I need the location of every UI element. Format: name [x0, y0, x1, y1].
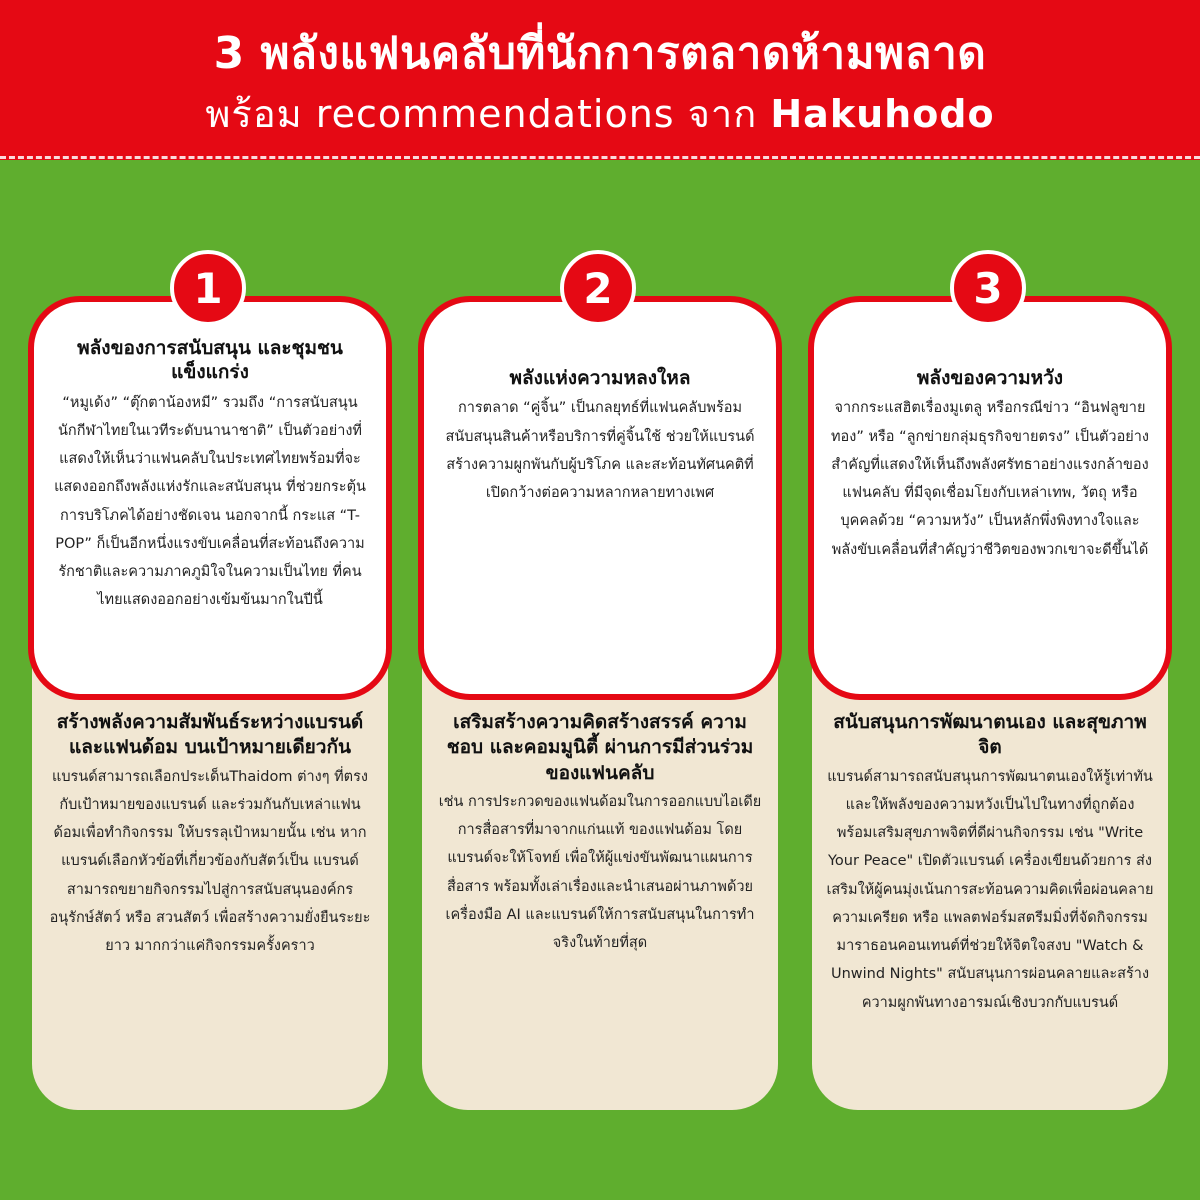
main-title: 3 พลังแฟนคลับที่นักการตลาดห้ามพลาด [213, 28, 987, 79]
number-badge: 2 [560, 250, 636, 326]
number-badge: 3 [950, 250, 1026, 326]
header-banner [0, 0, 1200, 160]
recommendation-body: แบรนด์สามารถเลือกประเด็นThaidom ต่างๆ ที่ตรงกับเป้าหมายของแบรนด์ และร่วมกันกับเหล่าแฟนด้อมเพื่อทำกิจกรรม ให้บรรลุเป้าหมายนั้น เช่น หากแบรนด์เลือกหัวข้อที่เกี่ยวข้องกับสัตว์เป็น แบรนด์สามารถขยายกิจกรรมไปสู่การสนับสนุนองค์กรอนุรักษ์สัตว์ หรือ สวนสัตว์ เพื่อสร้างความยั่งยืนระยะยาว มากกว่าแค่กิจกรรมครั้งคราว [49, 768, 371, 955]
recommendation-body: เช่น การประกวดของแฟนด้อมในการออกแบบไอเดียการสื่อสารที่มาจากแก่นแท้ ของแฟนด้อม โดยแบรนด์จะให้โจทย์ เพื่อให้ผู้แข่งขันพัฒนาแผนการสื่อสาร พร้อมทั้งเล่าเรื่องและนำเสนอผ่านภาพด้วยเครื่องมือ AI และแบรนด์ให้การสนับสนุนในการทำจริงในท้ายที่สุด [438, 793, 762, 952]
insight-card [28, 296, 392, 700]
insight-body: “หมูเด้ง” “ตุ๊กตาน้องหมี” รวมถึง “การสนับสนุนนักกีฬาไทยในเวทีระดับนานาชาติ” เป็นตัวอย่างที่แสดงให้เห็นว่าแฟนคลับในประเทศไทยพร้อมที่จะแสดงออกถึงพลังแห่งรักและสนับสนุน ที่ช่วยกระตุ้นการบริโภคได้อย่างชัดเจน นอกจากนี้ กระแส “T-POP” ก็เป็นอีกหนึ่งแรงขับเคลื่อนที่สะท้อนถึงความรักชาติและความภาคภูมิใจในความเป็นไทย ที่คนไทยแสดงออกอย่างเข้มข้นมากในปีนี้ [54, 394, 366, 609]
insight-title: พลังของการสนับสนุน และชุมชนแข็งแกร่ง [77, 337, 343, 384]
recommendation-body: แบรนด์สามารถสนับสนุนการพัฒนาตนเองให้รู้เท่าทัน และให้พลังของความหวังเป็นไปในทางที่ถูกต้อง พร้อมเสริมสุขภาพจิตที่ดีผ่านกิจกรรม เช่น "Write Your Peace" เปิดตัวแบรนด์ เครื่องเขียนด้วยการ ส่งเสริมให้ผู้คนมุ่งเน้นการสะท้อนความคิดเพื่อผ่อนคลายความเครียด หรือ แพลตฟอร์มสตรีมมิ่งที่จัดกิจกรรมมาราธอนคอนเทนต์ที่ช่วยให้จิตใจสงบ "Watch & Unwind Nights" สนับสนุนการผ่อนคลายและสร้างความผูกพันทางอารมณ์เชิงบวกกับแบรนด์ [826, 768, 1154, 1011]
insight-body: การตลาด “คู่จิ้น” เป็นกลยุทธ์ที่แฟนคลับพร้อมสนับสนุนสินค้าหรือบริการที่คู่จิ้นใช้ ช่วยให้แบรนด์สร้างความผูกพันกับผู้บริโภค และสะท้อนทัศนคติที่เปิดกว้างต่อความหลากหลายทางเพศ [445, 400, 755, 502]
subtitle [0, 92, 1200, 138]
brand-name: Hakuhodo [770, 92, 995, 136]
number-badge: 1 [170, 250, 246, 326]
subtitle-prefix: พร้อม recommendations จาก [205, 92, 758, 136]
insight-card [418, 296, 782, 700]
insight-title: พลังแห่งความหลงใหล [509, 367, 691, 389]
recommendation-title: เสริมสร้างความคิดสร้างสรรค์ ความชอบ และคอมมูนิตี้ ผ่านการมีส่วนร่วมของแฟนคลับ [446, 711, 754, 784]
recommendation-title: สนับสนุนการพัฒนาตนเอง และสุขภาพจิต [833, 711, 1147, 759]
insight-column-3 [808, 250, 1172, 1110]
insight-column-1 [28, 250, 392, 1110]
recommendation-title: สร้างพลังความสัมพันธ์ระหว่างแบรนด์และแฟนด้อม บนเป้าหมายเดียวกัน [56, 711, 364, 759]
dashed-divider [0, 156, 1200, 159]
insight-column-2 [418, 250, 782, 1110]
insight-card [808, 296, 1172, 700]
insight-body: จากกระแสฮิตเรื่องมูเตลู หรือกรณีข่าว “อินฟลูขายทอง” หรือ “ลูกข่ายกลุ่มธุรกิจขายตรง” เป็นตัวอย่างสำคัญที่แสดงให้เห็นถึงพลังศรัทธาอย่างแรงกล้าของแฟนคลับ ที่มีจุดเชื่อมโยงกับเหล่าเทพ, วัตถุ หรือบุคคลด้วย “ความหวัง” เป็นหลักพึ่งพิงทางใจและพลังขับเคลื่อนที่สำคัญว่าชีวิตของพวกเขาจะดีขึ้นได้ [830, 400, 1149, 558]
insight-title: พลังของความหวัง [916, 367, 1064, 389]
